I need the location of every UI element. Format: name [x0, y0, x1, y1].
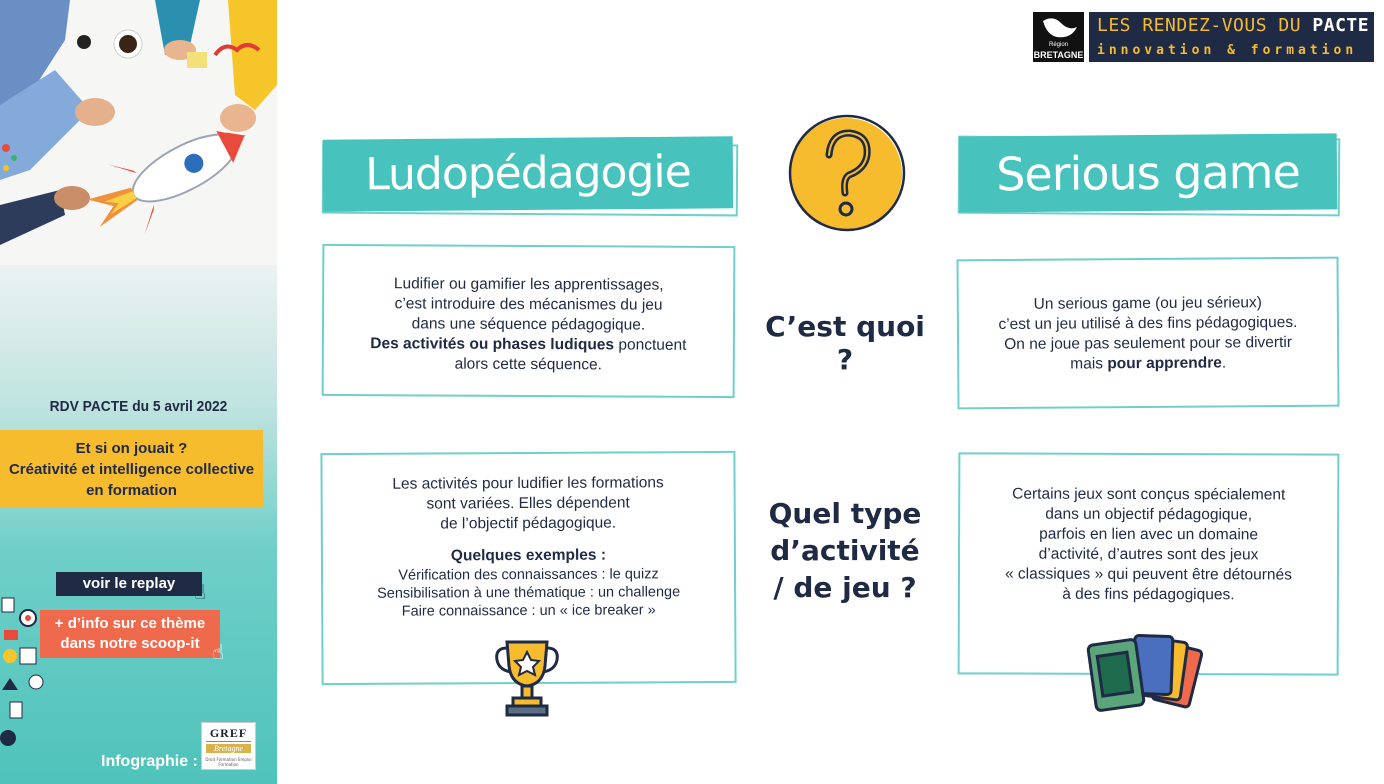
activities-line: Certains jeux sont conçus spécialement [1012, 485, 1286, 504]
activities-line: de l’objectif pédagogique. [440, 514, 617, 533]
activities-line: Les activités pour ludifier les formations [392, 474, 664, 493]
event-title-line: en formation [86, 482, 177, 499]
definition-line: On ne joue pas seulement pour se divertir [1004, 333, 1293, 354]
definition-line [959, 353, 1337, 376]
question-what-label: C’est quoi ? [765, 310, 925, 376]
replay-button[interactable]: voir le replay [56, 572, 202, 596]
question-type-line: d’activité [770, 534, 920, 567]
lightbulb-icon [3, 649, 17, 663]
hand-pointer-icon: ☝ [194, 580, 207, 604]
activities-line: « classiques » qui peuvent être détournés [1004, 565, 1292, 584]
question-type-line: Quel type [768, 497, 922, 530]
definition-suffix: . [1221, 354, 1227, 372]
clipboard-icon [10, 702, 22, 718]
ludopedagogie-title: Ludopédagogie [323, 136, 734, 212]
hand [75, 98, 115, 126]
gref-logo-tagline: Droit Formation Emploi Formation [205, 757, 252, 767]
activities-line: d’activité, d’autres sont des jeux [1038, 545, 1259, 564]
region-bretagne-logo[interactable] [1033, 12, 1084, 62]
region-logo-line2: BRETAGNE [1033, 50, 1084, 60]
rendez-vous-pacte-logo[interactable] [1089, 12, 1374, 62]
scoop-button-line: + d’info sur ce thème [54, 615, 206, 632]
ludopedagogie-definition-box [322, 244, 736, 398]
activities-line: sont variées. Elles dépendent [426, 494, 630, 513]
definition-bold: Des activités ou phases ludiques [370, 335, 615, 354]
definition-line: dans une séquence pédagogique. [411, 315, 646, 334]
serious-game-definition-box [956, 257, 1339, 410]
coffee [119, 35, 137, 53]
definition-line: c’est un jeu utilisé à des fins pédagogiques. [998, 313, 1298, 334]
definition-line: alors cette séquence. [454, 355, 602, 374]
examples-heading: Quelques exemples : [450, 546, 607, 565]
definition-line: c’est introduire des mécanismes du jeu [394, 295, 663, 314]
definition-rest: ponctuent [614, 336, 687, 354]
question-type-label [760, 495, 930, 606]
document-icon [2, 598, 14, 612]
hand [54, 186, 90, 210]
event-title-line: Créativité et intelligence collective [8, 461, 255, 478]
example-item: Vérification des connaissances : le quizz [398, 566, 659, 584]
playing-cards-icon [1084, 628, 1214, 720]
trophy-icon [493, 636, 561, 718]
watch-icon [77, 35, 91, 49]
question-type-line: / de jeu ? [773, 571, 917, 604]
board-icon [20, 648, 36, 664]
gref-logo[interactable] [201, 722, 256, 770]
event-title-line: Et si on jouait ? [75, 440, 188, 457]
definition-line: Ludifier ou gamifier les apprentissages, [393, 275, 664, 294]
activities-line: à des fins pédagogiques. [1062, 585, 1235, 604]
definition-bold: pour apprendre [1107, 354, 1222, 373]
gref-logo-subtitle: Bretagne [206, 744, 251, 753]
clock-icon [29, 675, 43, 689]
activities-line: dans un objectif pédagogique, [1045, 505, 1253, 524]
definition-prefix: mais [1070, 355, 1108, 373]
definition-line [324, 334, 733, 356]
example-item: Sensibilisation à une thématique : un challenge [377, 584, 681, 602]
question-mark-icon [785, 113, 909, 235]
example-item: Faire connaissance : un « ice breaker » [401, 602, 656, 620]
activities-line: parfois en lien avec un domaine [1039, 525, 1259, 544]
sidebar [0, 0, 277, 784]
serious-game-title: Serious game [959, 133, 1338, 212]
hand [220, 104, 256, 132]
rdv-logo-prefix: LES RENDEZ-VOUS DU [1097, 15, 1313, 36]
serious-game-activities-text [960, 484, 1337, 605]
ermine-icon [1039, 15, 1079, 41]
gref-logo-title: GREF [206, 726, 251, 742]
definition-line: Un serious game (ou jeu sérieux) [1033, 294, 1263, 313]
region-logo-line1: Région [1048, 42, 1068, 48]
infographie-label: Infographie : [101, 753, 198, 770]
rdv-logo-line2: innovation & formation [1097, 43, 1358, 58]
scoop-it-button[interactable] [40, 610, 220, 658]
scoop-button-line: dans notre scoop-it [60, 635, 200, 652]
rdv-logo-strong: PACTE [1312, 15, 1370, 36]
header-photo [0, 0, 277, 265]
ludopedagogie-activities-text [323, 473, 735, 621]
rdv-logo-line1 [1097, 15, 1369, 36]
serious-game-definition-text [959, 293, 1338, 376]
hand-pointer-icon: ☝ [212, 640, 225, 664]
ludopedagogie-definition-text [324, 274, 734, 376]
event-date: RDV PACTE du 5 avril 2022 [49, 398, 228, 415]
book-icon [4, 630, 18, 640]
stack-icon [0, 730, 16, 746]
sticky-note [187, 52, 207, 68]
mortarboard-icon [2, 678, 18, 690]
event-title [0, 438, 263, 501]
